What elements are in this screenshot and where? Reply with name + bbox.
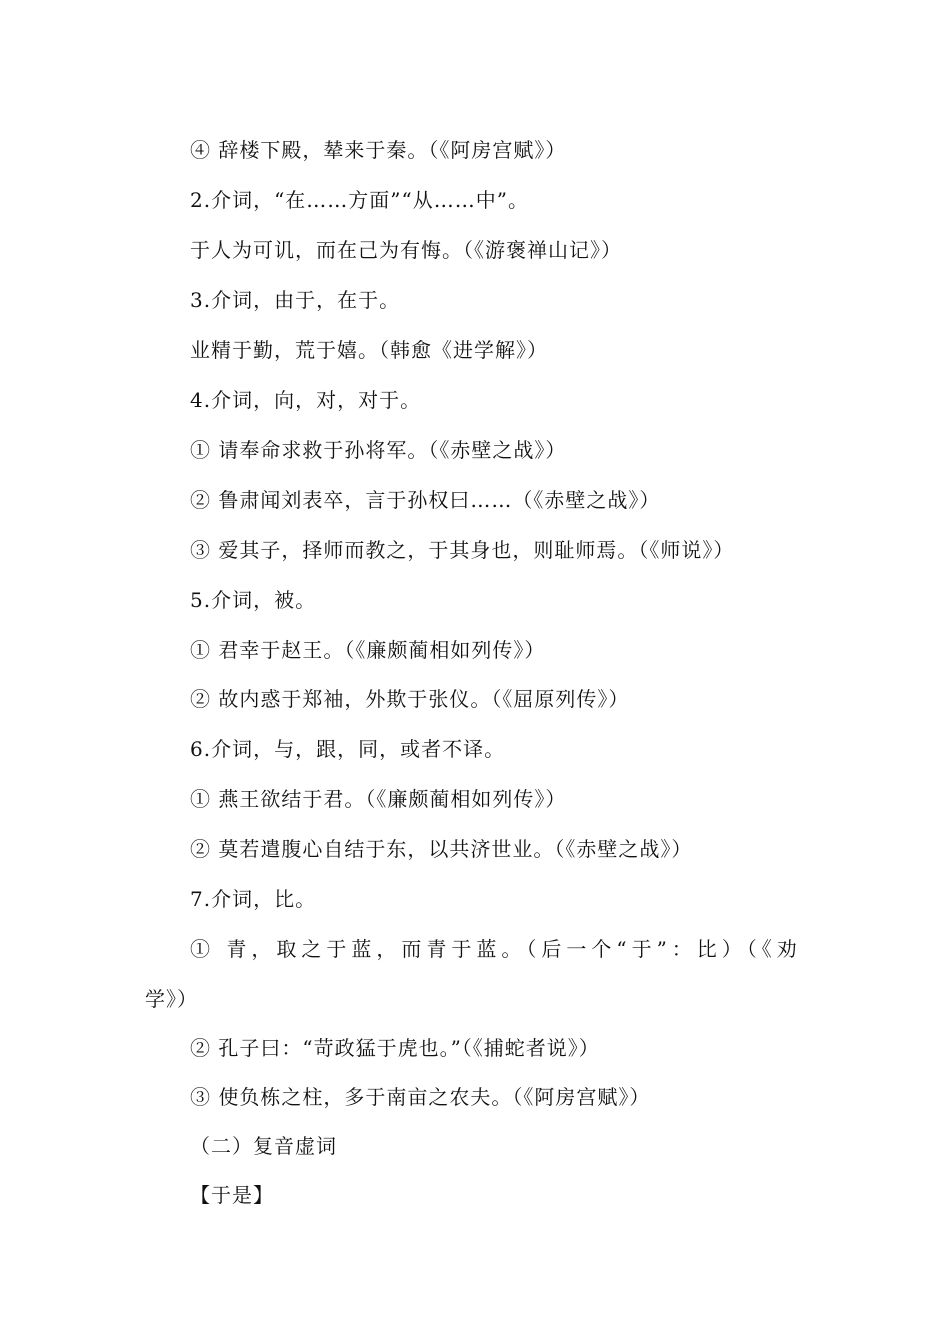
text-line: 2.介词，“在……方面”“从……中”。	[190, 188, 529, 212]
text-line: ② 孔子曰：“苛政猛于虎也。”（《捕蛇者说》）	[190, 1036, 600, 1060]
text-line: 6.介词，与，跟，同，或者不译。	[190, 737, 506, 761]
text-line: 业精于勤，荒于嬉。（韩愈《进学解》）	[190, 338, 548, 362]
text-line: 于人为可讥，而在己为有悔。（《游褒禅山记》）	[190, 238, 622, 262]
text-line: 3.介词，由于，在于。	[190, 288, 401, 312]
text-line: ① 燕王欲结于君。（《廉颇蔺相如列传》）	[190, 787, 567, 811]
text-line: ③ 使负栋之柱，多于南亩之农夫。（《阿房宫赋》）	[190, 1085, 651, 1109]
text-line: 学》）	[145, 987, 198, 1011]
text-line: ② 故内惑于郑袖，外欺于张仪。（《屈原列传》）	[190, 687, 630, 711]
text-line: ③ 爱其子，择师而教之，于其身也，则耻师焉。（《师说》）	[190, 538, 735, 562]
text-line: ① 请奉命求救于孙将军。（《赤壁之战》）	[190, 438, 567, 462]
text-line: ② 鲁肃闻刘表卒，言于孙权曰……（《赤壁之战》）	[190, 488, 661, 512]
section-heading: （二）复音虚词	[190, 1134, 337, 1158]
text-line: 4.介词，向，对，对于。	[190, 388, 422, 412]
text-line: ① 青，取之于蓝，而青于蓝。（后一个“于”：比）（《劝	[190, 937, 802, 961]
text-line: 7.介词，比。	[190, 887, 317, 911]
text-line: 5.介词，被。	[190, 588, 317, 612]
term-heading: 【于是】	[190, 1183, 274, 1207]
text-line: ④ 辞楼下殿，辇来于秦。（《阿房宫赋》）	[190, 138, 567, 162]
text-line: ② 莫若遣腹心自结于东，以共济世业。（《赤壁之战》）	[190, 837, 693, 861]
text-line: ① 君幸于赵王。（《廉颇蔺相如列传》）	[190, 638, 546, 662]
